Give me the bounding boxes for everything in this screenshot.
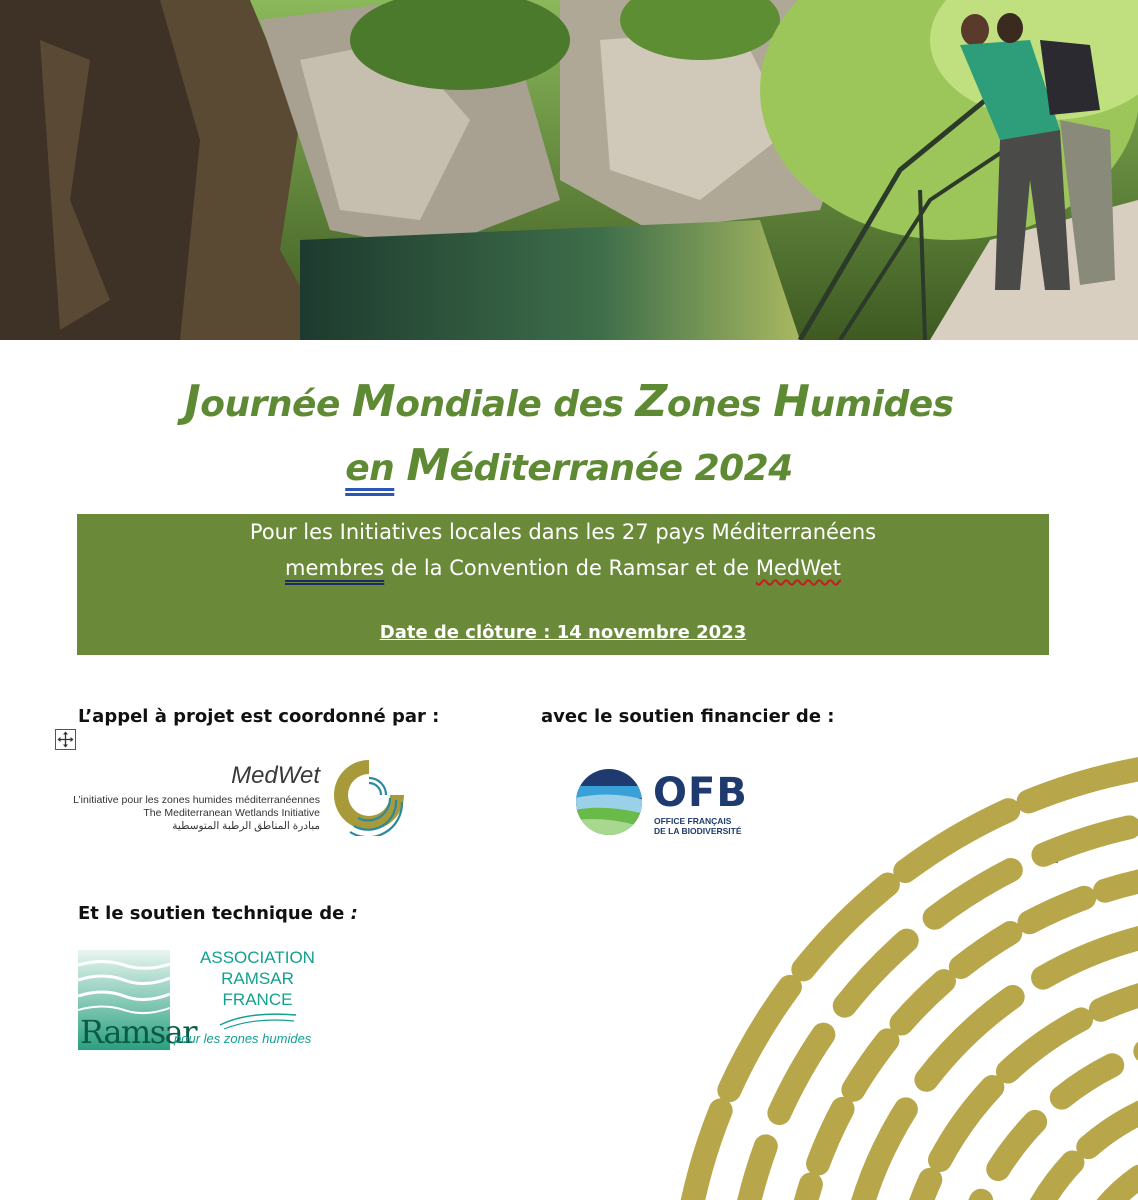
band-convention: de la Convention de Ramsar et de <box>384 556 756 580</box>
title-word: Méditerranée <box>406 440 683 491</box>
coordinated-by-label: L’appel à projet est coordonné par : <box>78 706 440 727</box>
title-word: Journée <box>184 376 340 427</box>
medwet-fr: L’initiative pour les zones humides méditerranéennes <box>73 794 320 806</box>
gold-arc <box>900 980 1138 1200</box>
ramsar-logo <box>78 945 338 1055</box>
ramsar-word: Ramsar <box>80 1013 197 1051</box>
band-line1: Pour les Initiatives locales dans les 27 pays Méditerranéens <box>249 520 877 544</box>
ramsar-swirl-icon <box>218 1007 298 1031</box>
title-word: Mondiale <box>351 376 542 427</box>
medwet-emblem-icon <box>328 754 410 836</box>
title-year: 2024 <box>694 448 793 489</box>
page-title-line2 <box>0 440 1138 491</box>
ofb-name: OFB <box>653 770 748 816</box>
page-title-line1 <box>0 376 1138 427</box>
medwet-ar: مبادرة المناطق الرطبة المتوسطية <box>172 820 320 832</box>
move-icon[interactable] <box>55 729 76 750</box>
hero-photo <box>0 0 1138 340</box>
info-band <box>77 514 1049 655</box>
band-line2 <box>77 552 1049 584</box>
closing-date: Date de clôture : 14 novembre 2023 <box>379 622 747 643</box>
title-word: des <box>553 384 624 425</box>
title-word: Zones <box>635 376 762 427</box>
band-members: membres <box>285 556 385 580</box>
medwet-name: MedWet <box>231 762 320 789</box>
title-word: Humides <box>773 376 954 427</box>
ofb-line1: OFFICE FRANÇAIS <box>654 816 732 826</box>
technical-support-label: Et le soutien technique de : <box>78 903 358 924</box>
gold-swoosh-decoration <box>540 700 1138 1200</box>
gold-arc <box>680 760 1138 1200</box>
financial-support-label: avec le soutien financier de : <box>541 706 835 727</box>
band-medwet: MedWet <box>755 556 841 580</box>
medwet-logo <box>70 750 410 840</box>
ofb-line2: DE LA BIODIVERSITÉ <box>654 826 742 836</box>
ramsar-tagline: pour les zones humides <box>174 1031 312 1046</box>
title-en: en <box>345 448 395 489</box>
medwet-en: The Mediterranean Wetlands Initiative <box>143 807 320 819</box>
ramsar-association: ASSOCIATION RAMSAR FRANCE <box>200 948 315 1009</box>
